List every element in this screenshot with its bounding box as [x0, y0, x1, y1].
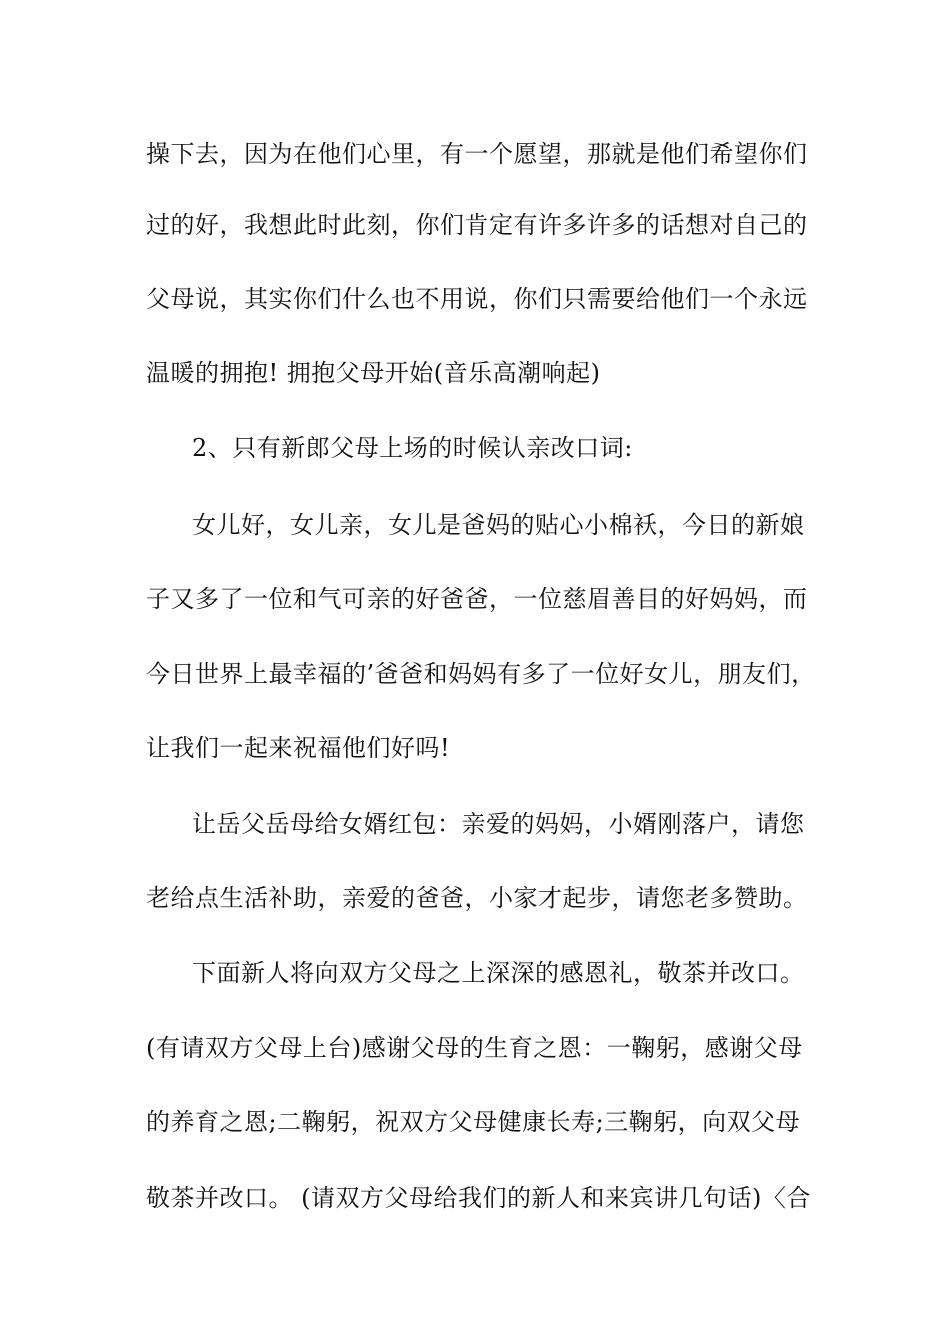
text-line: 温暖的拥抱! 拥抱父母开始(音乐高潮响起)	[146, 359, 601, 387]
text-line: 的养育之恩;二鞠躬，祝双方父母健康长寿;三鞠躬，向双父母	[146, 1108, 801, 1136]
text-line: 父母说，其实你们什么也不用说，你们只需要给他们一个永远	[146, 285, 808, 313]
text-line: 敬茶并改口。 (请双方父母给我们的新人和来宾讲几句话)〈合	[146, 1184, 811, 1212]
text-line: 过的好，我想此时此刻，你们肯定有许多许多的话想对自己的	[146, 211, 808, 239]
text-line: 操下去，因为在他们心里，有一个愿望，那就是他们希望你们	[146, 140, 808, 168]
text-line: 让岳父岳母给女婿红包：亲爱的妈妈，小婿刚落户，请您	[192, 810, 805, 838]
text-line: (有请双方父母上台)感谢父母的生育之恩：一鞠躬，感谢父母	[146, 1034, 803, 1062]
text-line: 子又多了一位和气可亲的好爸爸，一位慈眉善目的好妈妈，而	[146, 585, 808, 613]
text-line: 让我们一起来祝福他们好吗!	[146, 734, 451, 762]
text-line: 老给点生活补助，亲爱的爸爸，小家才起步，请您老多赞助。	[146, 884, 808, 912]
text-line: 今日世界上最幸福的’爸爸和妈妈有多了一位好女儿，朋友们，	[146, 660, 816, 688]
section-heading: 2、只有新郎父母上场的时候认亲改口词:	[192, 434, 633, 462]
text-line: 下面新人将向双方父母之上深深的感恩礼，敬茶并改口。	[192, 959, 805, 987]
text-line: 女儿好，女儿亲，女儿是爸妈的贴心小棉袄，今日的新娘	[192, 511, 805, 539]
